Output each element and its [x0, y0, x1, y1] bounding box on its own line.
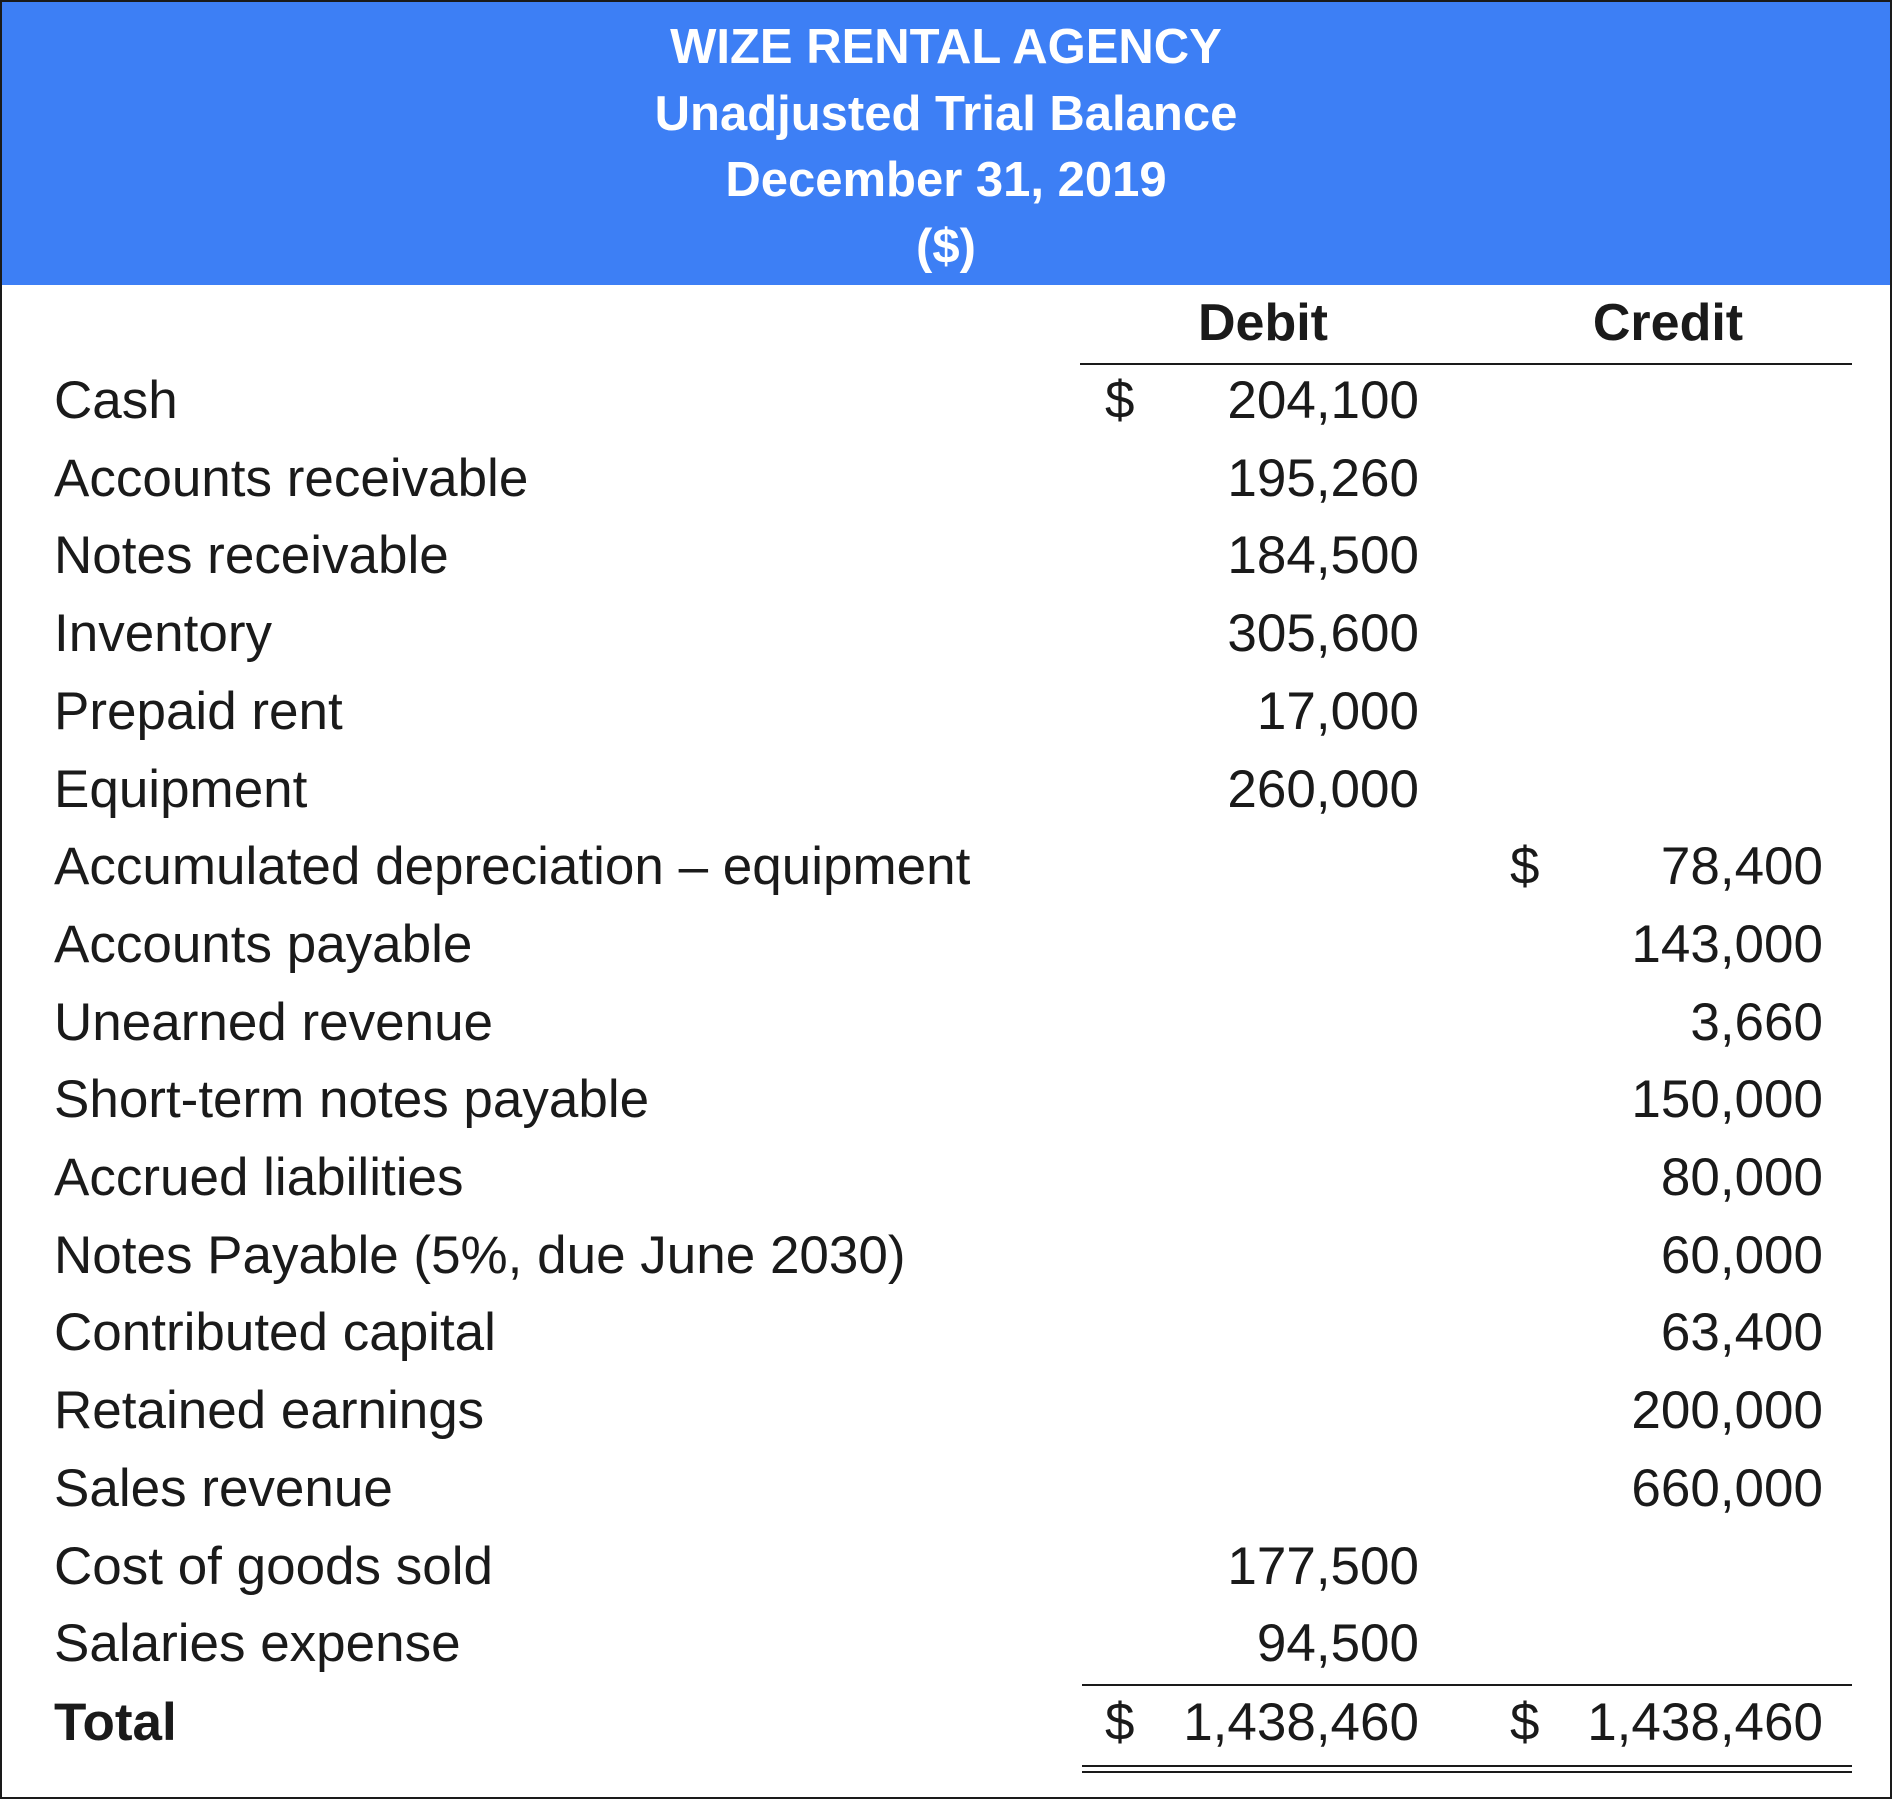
- total-row: [2, 1684, 1890, 1762]
- debit-column-header: Debit: [1198, 294, 1328, 352]
- table-row: [2, 440, 1890, 518]
- table-row: [2, 1294, 1890, 1372]
- table-row: [2, 1061, 1890, 1139]
- credit-column-header: Credit: [1592, 294, 1744, 352]
- debit-amount: 305,600: [1227, 604, 1419, 663]
- total-debit-currency-symbol: $: [1105, 1693, 1135, 1752]
- account-name: Contributed capital: [54, 1303, 496, 1362]
- debit-currency-symbol: $: [1105, 371, 1135, 430]
- debit-amount: 260,000: [1227, 760, 1419, 819]
- table-row: [2, 1217, 1890, 1295]
- double-underline-top: [1082, 1765, 1852, 1767]
- credit-amount: 150,000: [1631, 1070, 1823, 1129]
- table-row: [2, 362, 1890, 440]
- table-row: [2, 1139, 1890, 1217]
- account-name: Prepaid rent: [54, 682, 343, 741]
- table-row: [2, 828, 1890, 906]
- credit-amount: 143,000: [1631, 915, 1823, 974]
- account-name: Inventory: [54, 604, 273, 663]
- total-credit-currency-symbol: $: [1510, 1693, 1540, 1752]
- credit-amount: 80,000: [1660, 1148, 1823, 1207]
- total-credit-amount: 1,438,460: [1587, 1693, 1823, 1752]
- account-name: Accounts receivable: [54, 449, 529, 508]
- debit-amount: 195,260: [1227, 449, 1419, 508]
- account-name: Sales revenue: [54, 1459, 393, 1518]
- currency-unit: ($): [916, 220, 976, 274]
- account-name: Accumulated depreciation – equipment: [54, 837, 971, 896]
- table-row: [2, 1605, 1890, 1683]
- credit-amount: 78,400: [1660, 837, 1823, 896]
- table-row: [2, 906, 1890, 984]
- account-name: Short-term notes payable: [54, 1070, 650, 1129]
- total-label: Total: [54, 1693, 177, 1752]
- total-debit-amount: 1,438,460: [1183, 1693, 1419, 1752]
- statement-date: December 31, 2019: [725, 153, 1167, 207]
- account-name: Unearned revenue: [54, 993, 494, 1052]
- credit-amount: 60,000: [1660, 1226, 1823, 1285]
- account-name: Cost of goods sold: [54, 1537, 493, 1596]
- statement-title: Unadjusted Trial Balance: [654, 87, 1238, 141]
- debit-amount: 177,500: [1227, 1537, 1419, 1596]
- account-name: Cash: [54, 371, 178, 430]
- debit-amount: 184,500: [1227, 526, 1419, 585]
- table-row: [2, 751, 1890, 829]
- credit-amount: 200,000: [1631, 1381, 1823, 1440]
- account-name: Retained earnings: [54, 1381, 485, 1440]
- account-name: Accrued liabilities: [54, 1148, 464, 1207]
- table-row: [2, 517, 1890, 595]
- table-row: [2, 673, 1890, 751]
- account-name: Notes receivable: [54, 526, 449, 585]
- credit-amount: 660,000: [1631, 1459, 1823, 1518]
- header-banner: [2, 2, 1890, 285]
- company-name: WIZE RENTAL AGENCY: [670, 20, 1222, 74]
- table-row: [2, 984, 1890, 1062]
- account-name: Accounts payable: [54, 915, 473, 974]
- debit-amount: 204,100: [1227, 371, 1419, 430]
- account-name: Notes Payable (5%, due June 2030): [54, 1226, 906, 1285]
- account-name: Salaries expense: [54, 1614, 461, 1673]
- table-row: [2, 1528, 1890, 1606]
- credit-amount: 3,660: [1690, 993, 1823, 1052]
- debit-amount: 17,000: [1256, 682, 1419, 741]
- account-name: Equipment: [54, 760, 308, 819]
- table-row: [2, 1372, 1890, 1450]
- debit-amount: 94,500: [1256, 1614, 1419, 1673]
- credit-currency-symbol: $: [1510, 837, 1540, 896]
- table-row: [2, 595, 1890, 673]
- credit-amount: 63,400: [1660, 1303, 1823, 1362]
- double-underline-bottom: [1082, 1771, 1852, 1773]
- table-row: [2, 1450, 1890, 1528]
